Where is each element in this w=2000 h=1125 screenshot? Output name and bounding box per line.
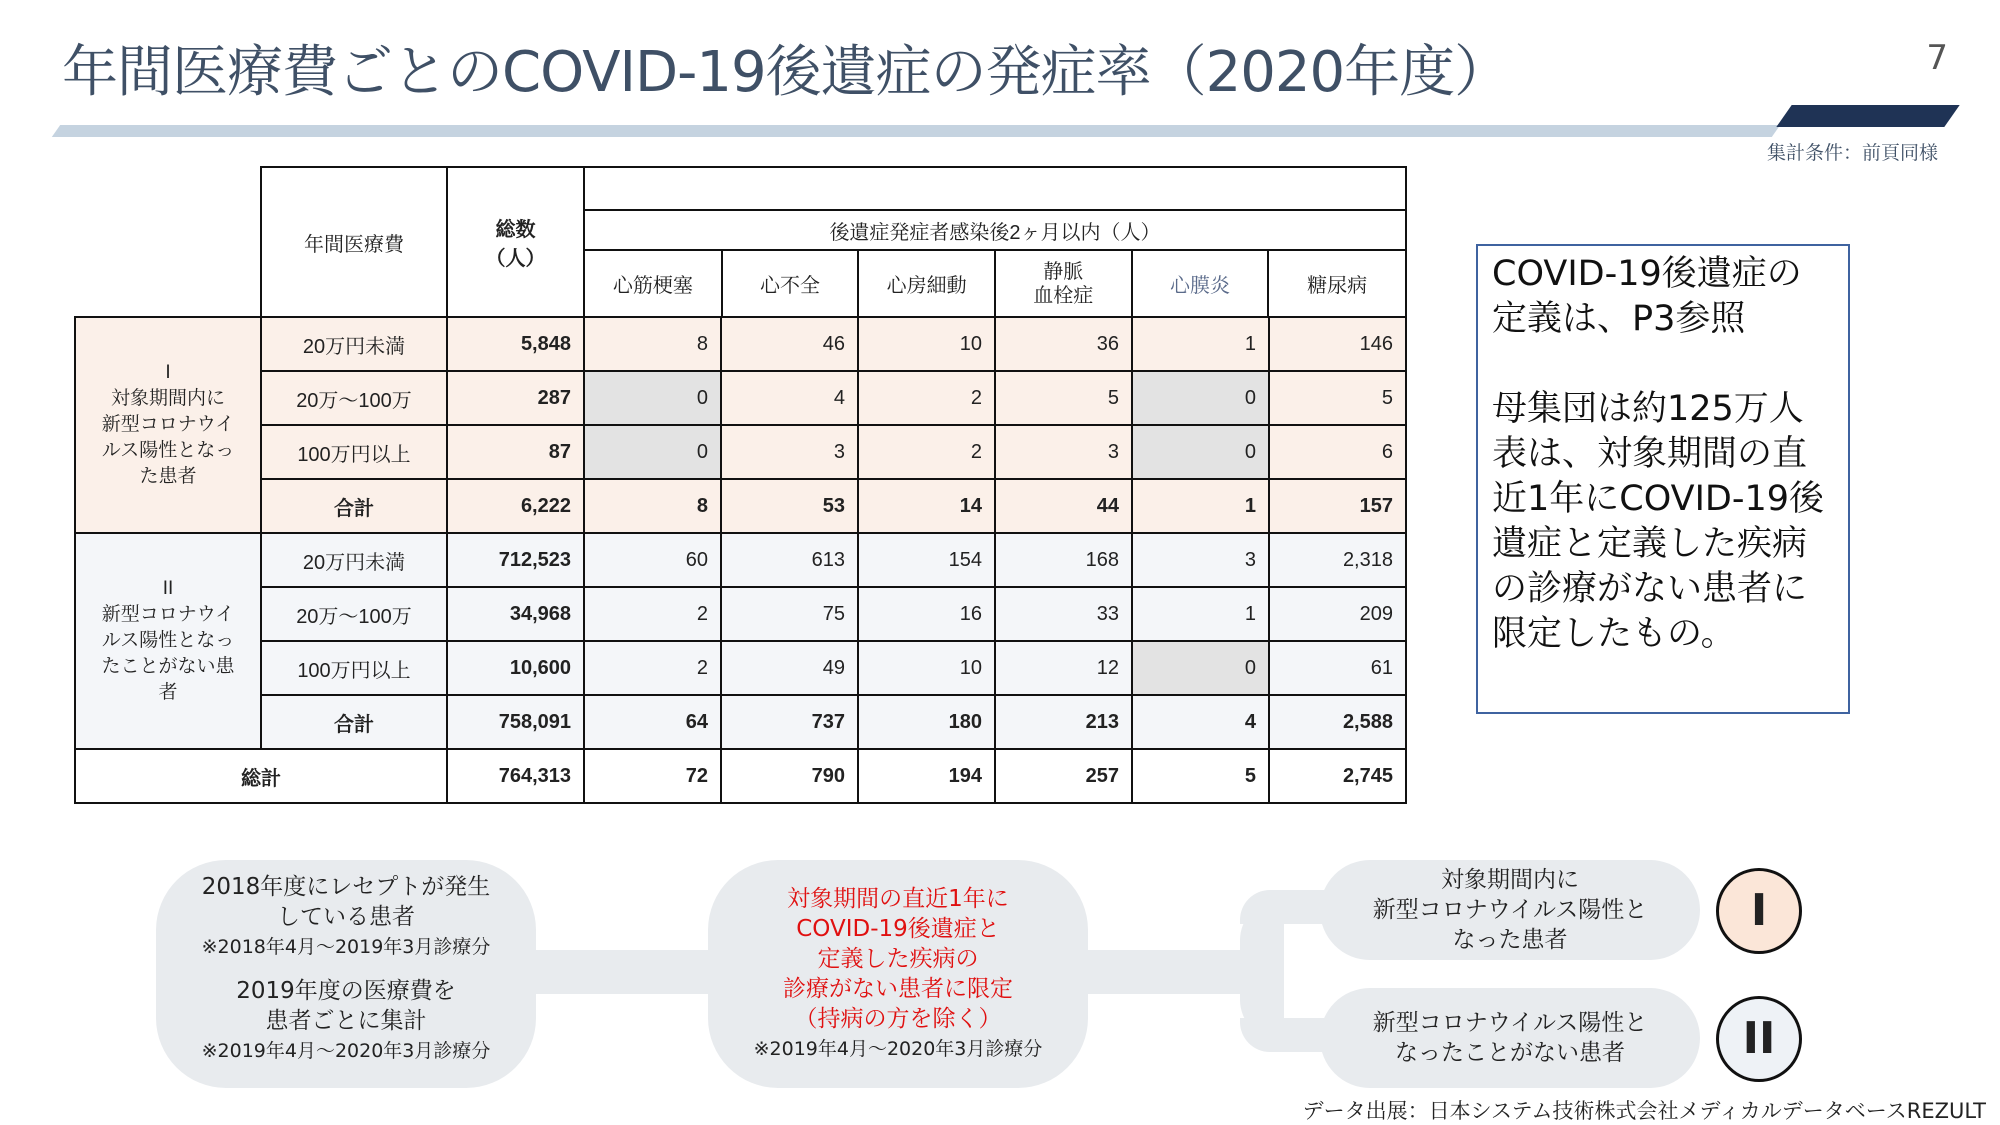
- page-title: 年間医療費ごとのCOVID-19後遺症の発症率（2020年度）: [62, 40, 1510, 105]
- title-accent-bar: [1776, 105, 1959, 127]
- table-row: I 対象期間内に 新型コロナウイ ルス陽性となっ た患者 20万円未満 5,848 8 46 10 36 1 146: [75, 317, 1406, 371]
- flow-step-population: 2018年度にレセプトが発生 している患者 ※2018年4月～2019年3月診療分 2019年度の医療費を 患者ごとに集計 ※2019年4月～2020年3月診療分: [156, 860, 536, 1088]
- header-diabetes: 糖尿病: [1307, 275, 1368, 297]
- badge-group-1: I: [1716, 868, 1802, 954]
- flow-group-2: 新型コロナウイルス陽性と なったことがない患者: [1320, 988, 1700, 1088]
- condition-note: 集計条件：前頁同様: [1766, 142, 1938, 164]
- table-row-grand-total: 総計 764,313 72 790 194 257 5 2,745: [75, 749, 1406, 803]
- group-2-label: II 新型コロナウイ ルス陽性となっ たことがない患 者: [75, 533, 261, 749]
- header-myocardial-infarction: 心筋梗塞: [585, 250, 722, 316]
- table-row: 100万円以上 87 0 3 2 3 0 6: [75, 425, 1406, 479]
- header-pericarditis: 心膜炎: [1132, 250, 1269, 316]
- table-row-subtotal: 合計 758,091 64 737 180 213 4 2,588: [75, 695, 1406, 749]
- flow-step-exclusion: 対象期間の直近1年に COVID-19後遺症と 定義した疾病の 診療がない患者に限定 （持病の方を除く） ※2019年4月～2020年3月診療分: [708, 860, 1088, 1088]
- table-row-subtotal: 合計 6,222 8 53 14 44 1 157: [75, 479, 1406, 533]
- table-row: 20万～100万 287 0 4 2 5 0 5: [75, 371, 1406, 425]
- table-row: 100万円以上 10,600 2 49 10 12 0 61: [75, 641, 1406, 695]
- header-venous-thrombosis: 静脈 血栓症: [995, 250, 1132, 316]
- header-sequelae-group: 後遺症発症者感染後2ヶ月以内（人）: [585, 210, 1405, 250]
- table-row: 20万～100万 34,968 2 75 16 33 1 209: [75, 587, 1406, 641]
- header-heart-failure: 心不全: [722, 250, 859, 316]
- group-1-label: I 対象期間内に 新型コロナウイ ルス陽性となっ た患者: [75, 317, 261, 533]
- header-atrial-fibrillation: 心房細動: [858, 250, 995, 316]
- title-underline: [52, 125, 1780, 137]
- flow-connector-1: [520, 950, 740, 994]
- definition-box: [1476, 244, 1850, 714]
- page-number: 7: [1926, 38, 1948, 78]
- data-source: データ出展：日本システム技術株式会社メディカルデータベースREZULT: [1302, 1099, 1986, 1123]
- header-cost: 年間医療費: [261, 167, 447, 317]
- header-total: 総数 （人）: [447, 167, 584, 317]
- badge-group-2: II: [1716, 996, 1802, 1082]
- population-text: 母集団は約125万人表は、対象期間の直近1年にCOVID-19後遺症と定義した疾病の診療がない患者に限定したもの。: [1492, 389, 1825, 654]
- flow-group-1: 対象期間内に 新型コロナウイルス陽性と なった患者: [1320, 860, 1700, 960]
- medical-cost-table: [74, 166, 1407, 804]
- definition-text: COVID-19後遺症の定義は、P3参照: [1492, 254, 1802, 339]
- table-row: II 新型コロナウイ ルス陽性となっ たことがない患 者 20万円未満 712,523 60 613 154 168 3 2,318: [75, 533, 1406, 587]
